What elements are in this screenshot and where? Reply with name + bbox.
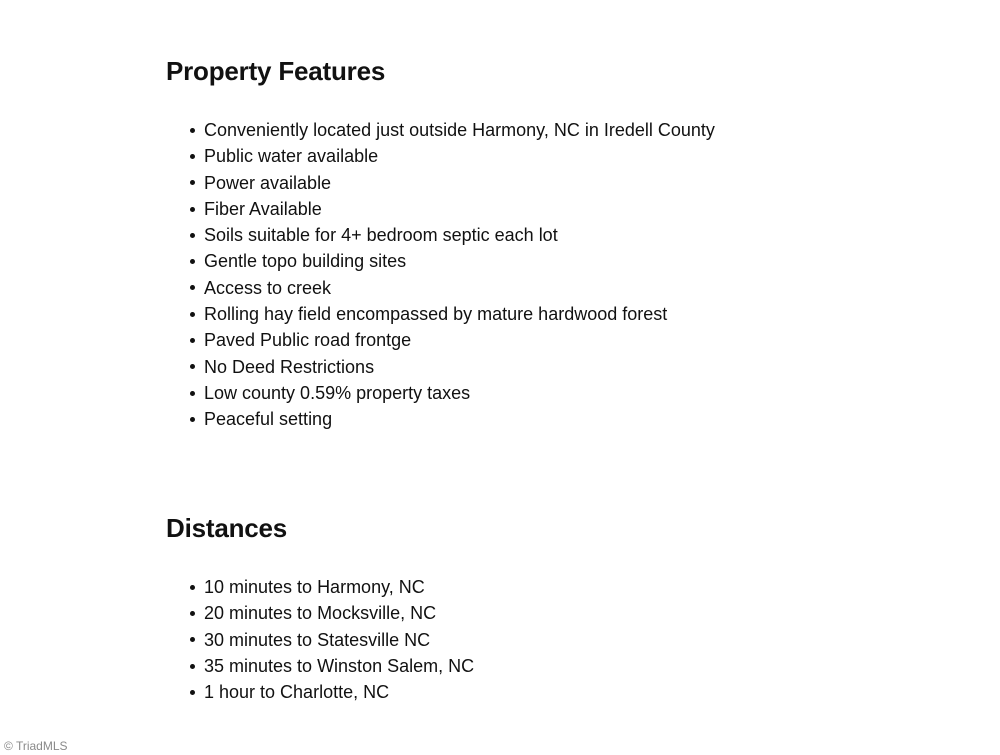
bullet-icon — [190, 585, 195, 590]
watermark-text: © TriadMLS — [4, 739, 68, 753]
bullet-icon — [190, 180, 195, 185]
list-item-text: 1 hour to Charlotte, NC — [204, 682, 390, 703]
list-item — [190, 653, 474, 679]
list-item — [190, 301, 715, 327]
list-item — [190, 170, 715, 196]
list-item-text: Low county 0.59% property taxes — [204, 382, 471, 403]
list-item-text: Power available — [204, 172, 332, 193]
list-item-text: Fiber Available — [204, 198, 322, 219]
bullet-icon — [190, 285, 195, 290]
bullet-icon — [190, 154, 195, 159]
list-item-text: Soils suitable for 4+ bedroom septic each lot — [204, 225, 558, 246]
list-item-text: Access to creek — [204, 277, 332, 298]
bullet-icon — [190, 391, 195, 396]
bullet-icon — [190, 338, 195, 343]
list-item-text: Rolling hay field encompassed by mature hardwood forest — [204, 304, 668, 325]
list-item — [190, 275, 715, 301]
bullet-icon — [190, 664, 195, 669]
list-item — [190, 248, 715, 274]
list-item-text: Gentle topo building sites — [204, 251, 407, 272]
bullet-icon — [190, 128, 195, 133]
list-item-text: Conveniently located just outside Harmony, NC in Iredell County — [204, 120, 715, 140]
property-features-list — [190, 117, 715, 433]
property-features-heading: Property Features — [166, 56, 386, 86]
list-item-text: Peaceful setting — [204, 409, 333, 430]
list-item-text: Public water available — [204, 146, 379, 167]
list-item — [190, 143, 715, 169]
bullet-icon — [190, 611, 195, 616]
list-item — [190, 117, 715, 143]
bullet-icon — [190, 207, 195, 212]
list-item — [190, 327, 715, 353]
list-item — [190, 354, 715, 380]
list-item-text: No Deed Restrictions — [204, 356, 375, 377]
distances-heading: Distances — [166, 513, 288, 543]
bullet-icon — [190, 637, 195, 642]
list-item — [190, 222, 715, 248]
list-item-text: 35 minutes to Winston Salem, NC — [204, 655, 475, 676]
bullet-icon — [190, 364, 195, 369]
list-item — [190, 600, 474, 626]
list-item — [190, 627, 474, 653]
bullet-icon — [190, 312, 195, 317]
list-item-text: Paved Public road frontge — [204, 330, 412, 351]
list-item — [190, 679, 474, 705]
list-item-text: 20 minutes to Mocksville, NC — [204, 603, 437, 624]
bullet-icon — [190, 690, 195, 695]
list-item — [190, 380, 715, 406]
bullet-icon — [190, 417, 195, 422]
list-item — [190, 196, 715, 222]
bullet-icon — [190, 233, 195, 238]
list-item-text: 30 minutes to Statesville NC — [204, 629, 431, 650]
list-item — [190, 574, 474, 600]
list-item-text: 10 minutes to Harmony, NC — [204, 577, 425, 597]
list-item — [190, 406, 715, 432]
distances-list — [190, 574, 474, 705]
bullet-icon — [190, 259, 195, 264]
